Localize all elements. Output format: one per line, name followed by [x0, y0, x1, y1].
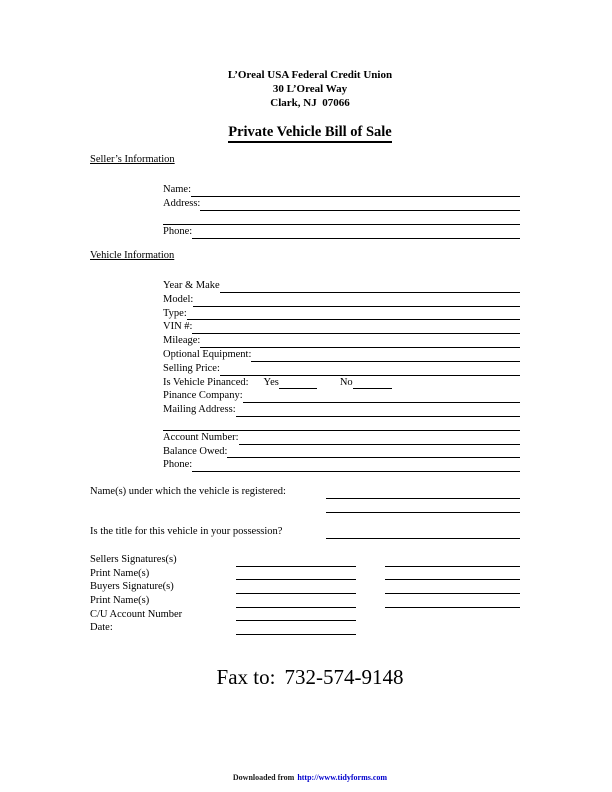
title-possession-line [326, 525, 520, 539]
mailing-address2-line [163, 417, 520, 431]
financed-no-line [353, 376, 392, 390]
buyers-signature-label: Buyers Signature(s) [90, 581, 174, 593]
registered-names-line [326, 485, 520, 499]
account-number-line [239, 431, 520, 445]
sellers-print-name-label: Print Name(s) [90, 567, 150, 579]
page-footer [4, 773, 612, 782]
seller-name-label: Name: [163, 184, 191, 195]
signature-column-gap [356, 580, 385, 594]
cu-account-number-label: C/U Account Number [90, 608, 183, 620]
sellers-signature-line-2 [385, 553, 520, 567]
mileage-line [200, 334, 520, 348]
date-label: Date: [90, 622, 113, 634]
registered-names-line2 [326, 499, 520, 513]
seller-phone-row [163, 225, 520, 239]
financed-label: Is Vehicle Pinanced: [163, 376, 249, 388]
fax-number: 732-574-9148 [284, 665, 404, 689]
finance-phone-row [163, 458, 520, 472]
seller-address-label: Address: [163, 198, 201, 209]
year-make-row [163, 279, 520, 293]
financed-row [163, 376, 520, 390]
page-title: Private Vehicle Bill of Sale [228, 124, 392, 143]
signature-block [90, 553, 520, 635]
balance-owed-line [227, 445, 520, 459]
seller-address-row [163, 197, 520, 211]
optional-equipment-row [163, 348, 520, 362]
fax-label: Fax to: [216, 665, 276, 689]
mailing-address-line [236, 403, 520, 417]
sellers-print-name-line-2 [385, 567, 520, 581]
finance-company-line [243, 389, 520, 403]
finance-company-row [163, 389, 520, 403]
seller-fields [163, 183, 520, 239]
seller-name-line [191, 183, 520, 197]
financed-yes-label: Yes [263, 376, 279, 388]
sellers-signature-line-1 [236, 553, 356, 567]
buyers-signature-line-1 [236, 580, 356, 594]
mileage-row [163, 334, 520, 348]
sellers-print-name-row [90, 567, 520, 581]
financed-no-label: No [339, 376, 353, 388]
registered-names-row [90, 485, 520, 499]
mileage-label: Mileage: [163, 335, 201, 347]
year-make-line [220, 279, 520, 293]
cu-account-number-row [90, 608, 520, 622]
mailing-address-row [163, 403, 520, 417]
buyers-print-name-label: Print Name(s) [90, 595, 150, 607]
seller-phone-line [192, 225, 520, 239]
optional-equipment-line [251, 348, 520, 362]
selling-price-label: Selling Price: [163, 362, 220, 374]
buyers-print-name-line-1 [236, 594, 356, 608]
buyers-signature-row [90, 580, 520, 594]
signature-column-gap [356, 567, 385, 581]
type-line [187, 307, 520, 321]
model-row [163, 293, 520, 307]
sellers-signature-row [90, 553, 520, 567]
footer-prefix: Downloaded from [232, 773, 295, 782]
buyers-print-name-line-2 [385, 594, 520, 608]
year-make-label: Year & Make [163, 280, 220, 291]
financed-yes-line [279, 376, 317, 390]
type-row [163, 307, 520, 321]
vehicle-section-heading: Vehicle Information [90, 250, 175, 261]
seller-section-heading: Seller’s Information [90, 154, 175, 165]
selling-price-row [163, 362, 520, 376]
date-line [236, 621, 356, 635]
seller-address-line [200, 197, 520, 211]
title-possession-row [90, 525, 520, 539]
selling-price-line [220, 362, 520, 376]
registered-names-label: Name(s) under which the vehicle is registered: [90, 486, 286, 497]
org-name: L’Oreal USA Federal Credit Union [227, 69, 393, 81]
footer-link[interactable]: http://www.tidyforms.com [297, 773, 388, 782]
mailing-address-label: Mailing Address: [163, 404, 236, 416]
seller-address2-line [163, 211, 520, 225]
seller-phone-label: Phone: [163, 226, 193, 237]
seller-name-row [163, 183, 520, 197]
doc-title-wrap [4, 123, 612, 143]
seller-address2-row [163, 211, 520, 225]
sellers-signature-label: Sellers Signatures(s) [90, 554, 177, 565]
buyers-signature-line-2 [385, 580, 520, 594]
optional-equipment-label: Optional Equipment: [163, 348, 252, 360]
letterhead [4, 69, 612, 110]
account-number-row [163, 431, 520, 445]
org-street: 30 L’Oreal Way [272, 82, 348, 95]
account-number-label: Account Number: [163, 431, 239, 443]
vehicle-fields [163, 279, 520, 472]
fax-line [4, 665, 612, 690]
mailing-address2-row [163, 417, 520, 431]
date-row [90, 621, 520, 635]
finance-phone-label: Phone: [163, 459, 193, 471]
org-city-state-zip: Clark, NJ 07066 [270, 96, 350, 109]
vin-line [192, 320, 520, 334]
model-label: Model: [163, 293, 194, 305]
balance-owed-row [163, 445, 520, 459]
sellers-print-name-line-1 [236, 567, 356, 581]
vin-row [163, 320, 520, 334]
signature-column-gap [356, 553, 385, 567]
buyers-print-name-row [90, 594, 520, 608]
model-line [193, 293, 520, 307]
finance-company-label: Pinance Company: [163, 390, 243, 402]
title-possession-label: Is the title for this vehicle in your possession? [90, 526, 283, 537]
finance-phone-line [192, 458, 520, 472]
cu-account-number-line [236, 608, 356, 622]
type-label: Type: [163, 307, 187, 319]
signature-column-gap [356, 594, 385, 608]
vin-label: VIN #: [163, 321, 193, 333]
balance-owed-label: Balance Owed: [163, 445, 228, 457]
